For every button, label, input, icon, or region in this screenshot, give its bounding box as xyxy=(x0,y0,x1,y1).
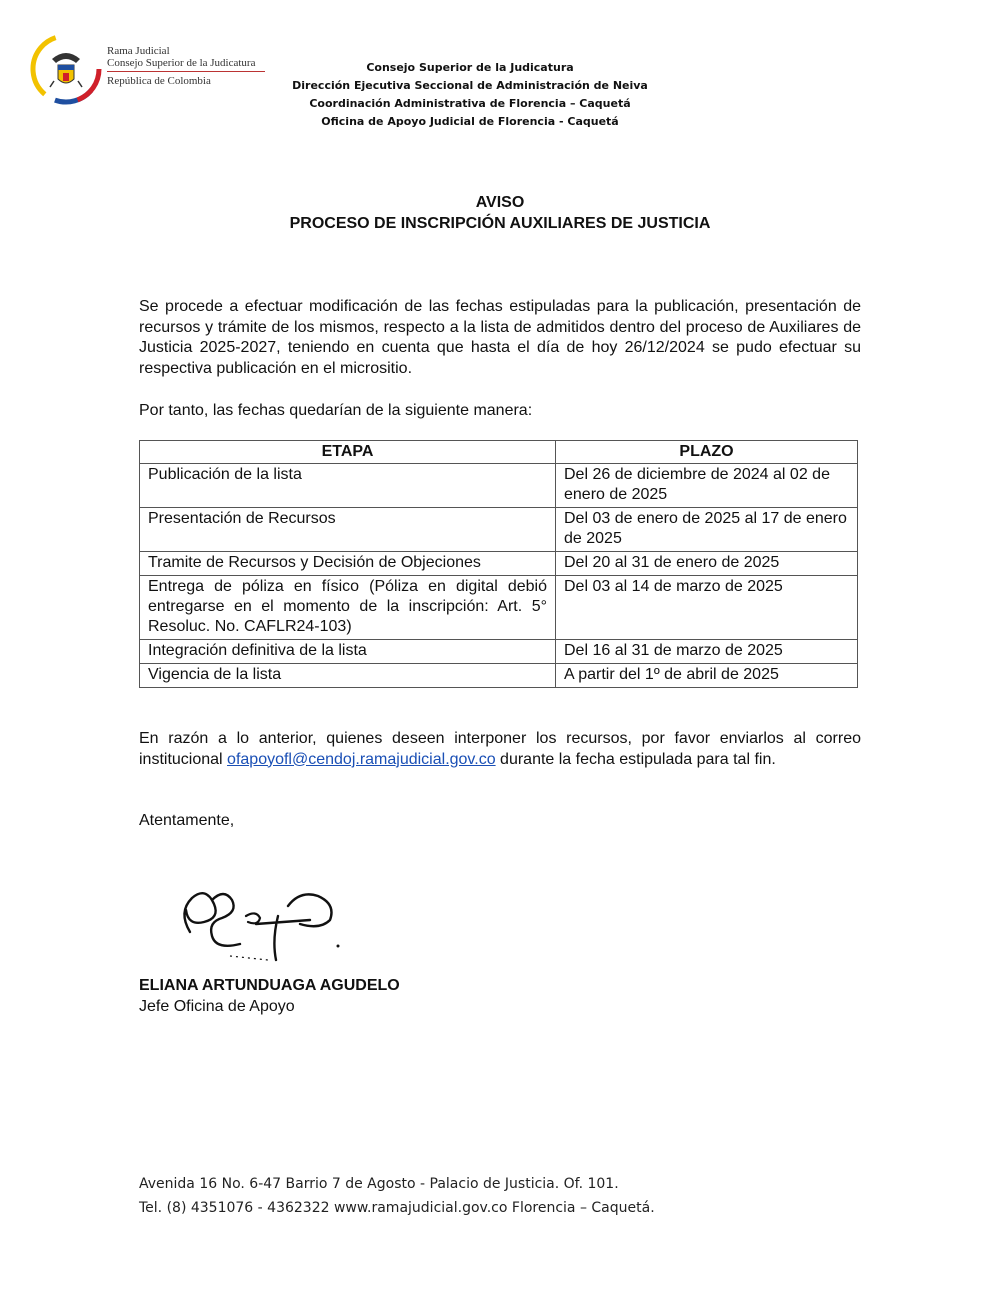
email-link[interactable]: ofapoyofl@cendoj.ramajudicial.gov.co xyxy=(227,750,496,768)
cell-etapa: Vigencia de la lista xyxy=(140,664,556,688)
cell-plazo: Del 03 de enero de 2025 al 17 de enero de 2025 xyxy=(556,508,858,552)
table-header-row xyxy=(140,441,858,464)
footer-address: Avenida 16 No. 6-47 Barrio 7 de Agosto - Palacio de Justicia. Of. 101. xyxy=(139,1176,619,1192)
footer xyxy=(139,1172,655,1220)
letterhead-line-3: Coordinación Administrativa de Florencia – Caquetá xyxy=(309,97,631,110)
recursos-text-after: durante la fecha estipulada para tal fin. xyxy=(495,750,776,768)
cell-etapa: Presentación de Recursos xyxy=(140,508,556,552)
brand-line-republica: República de Colombia xyxy=(107,75,211,87)
rama-judicial-emblem-icon xyxy=(30,33,102,105)
cell-etapa: Entrega de póliza en físico (Póliza en digital debió entregarse en el momento de la inscripción: Art. 5° Resoluc. No. CAFLR24-103) xyxy=(140,576,556,640)
letterhead-line-4: Oficina de Apoyo Judicial de Florencia - Caquetá xyxy=(321,115,619,128)
column-header-etapa: ETAPA xyxy=(140,441,556,464)
signer-role: Jefe Oficina de Apoyo xyxy=(139,998,295,1015)
cell-plazo: Del 03 al 14 de marzo de 2025 xyxy=(556,576,858,640)
cell-plazo: Del 20 al 31 de enero de 2025 xyxy=(556,552,858,576)
table-row xyxy=(140,508,858,552)
schedule-intro-paragraph: Por tanto, las fechas quedarían de la siguiente manera: xyxy=(139,402,533,419)
recursos-text-before: En razón a lo anterior, quienes deseen interponer los recursos, por favor enviarlos al correo institucional xyxy=(139,730,861,768)
table-row xyxy=(140,640,858,664)
column-header-plazo: PLAZO xyxy=(556,441,858,464)
notice-subtitle: PROCESO DE INSCRIPCIÓN AUXILIARES DE JUSTICIA xyxy=(289,215,711,232)
schedule-table xyxy=(139,440,858,688)
intro-paragraph: Se procede a efectuar modificación de las fechas estipuladas para la publicación, presentación de recursos y trámite de los mismos, respecto a la lista de admitidos dentro del proceso de Auxiliares de Justicia 2025-2027, teniendo en cuenta que hasta el día de hoy 26/12/2024 se pudo efectuar su respectiva publicación en el micrositio. xyxy=(139,298,861,377)
letterhead-line-1: Consejo Superior de la Judicatura xyxy=(366,61,574,74)
brand-line-rama-judicial: Rama Judicial xyxy=(107,45,170,57)
letterhead-line-2: Dirección Ejecutiva Seccional de Administración de Neiva xyxy=(292,79,648,92)
table-row xyxy=(140,552,858,576)
brand-line-consejo: Consejo Superior de la Judicatura xyxy=(107,57,265,72)
handwritten-signature xyxy=(160,860,360,980)
table-row xyxy=(140,664,858,688)
cell-etapa: Publicación de la lista xyxy=(140,464,556,508)
footer-contact: Tel. (8) 4351076 - 4362322 www.ramajudicial.gov.co Florencia – Caquetá. xyxy=(139,1200,655,1216)
cell-etapa: Tramite de Recursos y Decisión de Objeciones xyxy=(140,552,556,576)
cell-plazo: A partir del 1º de abril de 2025 xyxy=(556,664,858,688)
table-row xyxy=(140,576,858,640)
brand-block xyxy=(107,45,265,88)
cell-plazo: Del 16 al 31 de marzo de 2025 xyxy=(556,640,858,664)
cell-etapa: Integración definitiva de la lista xyxy=(140,640,556,664)
recursos-paragraph xyxy=(139,729,861,770)
salutation: Atentamente, xyxy=(139,812,235,829)
letterhead xyxy=(250,59,690,131)
table-row xyxy=(140,464,858,508)
notice-title: AVISO xyxy=(475,194,525,211)
signer-name: ELIANA ARTUNDUAGA AGUDELO xyxy=(139,977,400,994)
cell-plazo: Del 26 de diciembre de 2024 al 02 de enero de 2025 xyxy=(556,464,858,508)
